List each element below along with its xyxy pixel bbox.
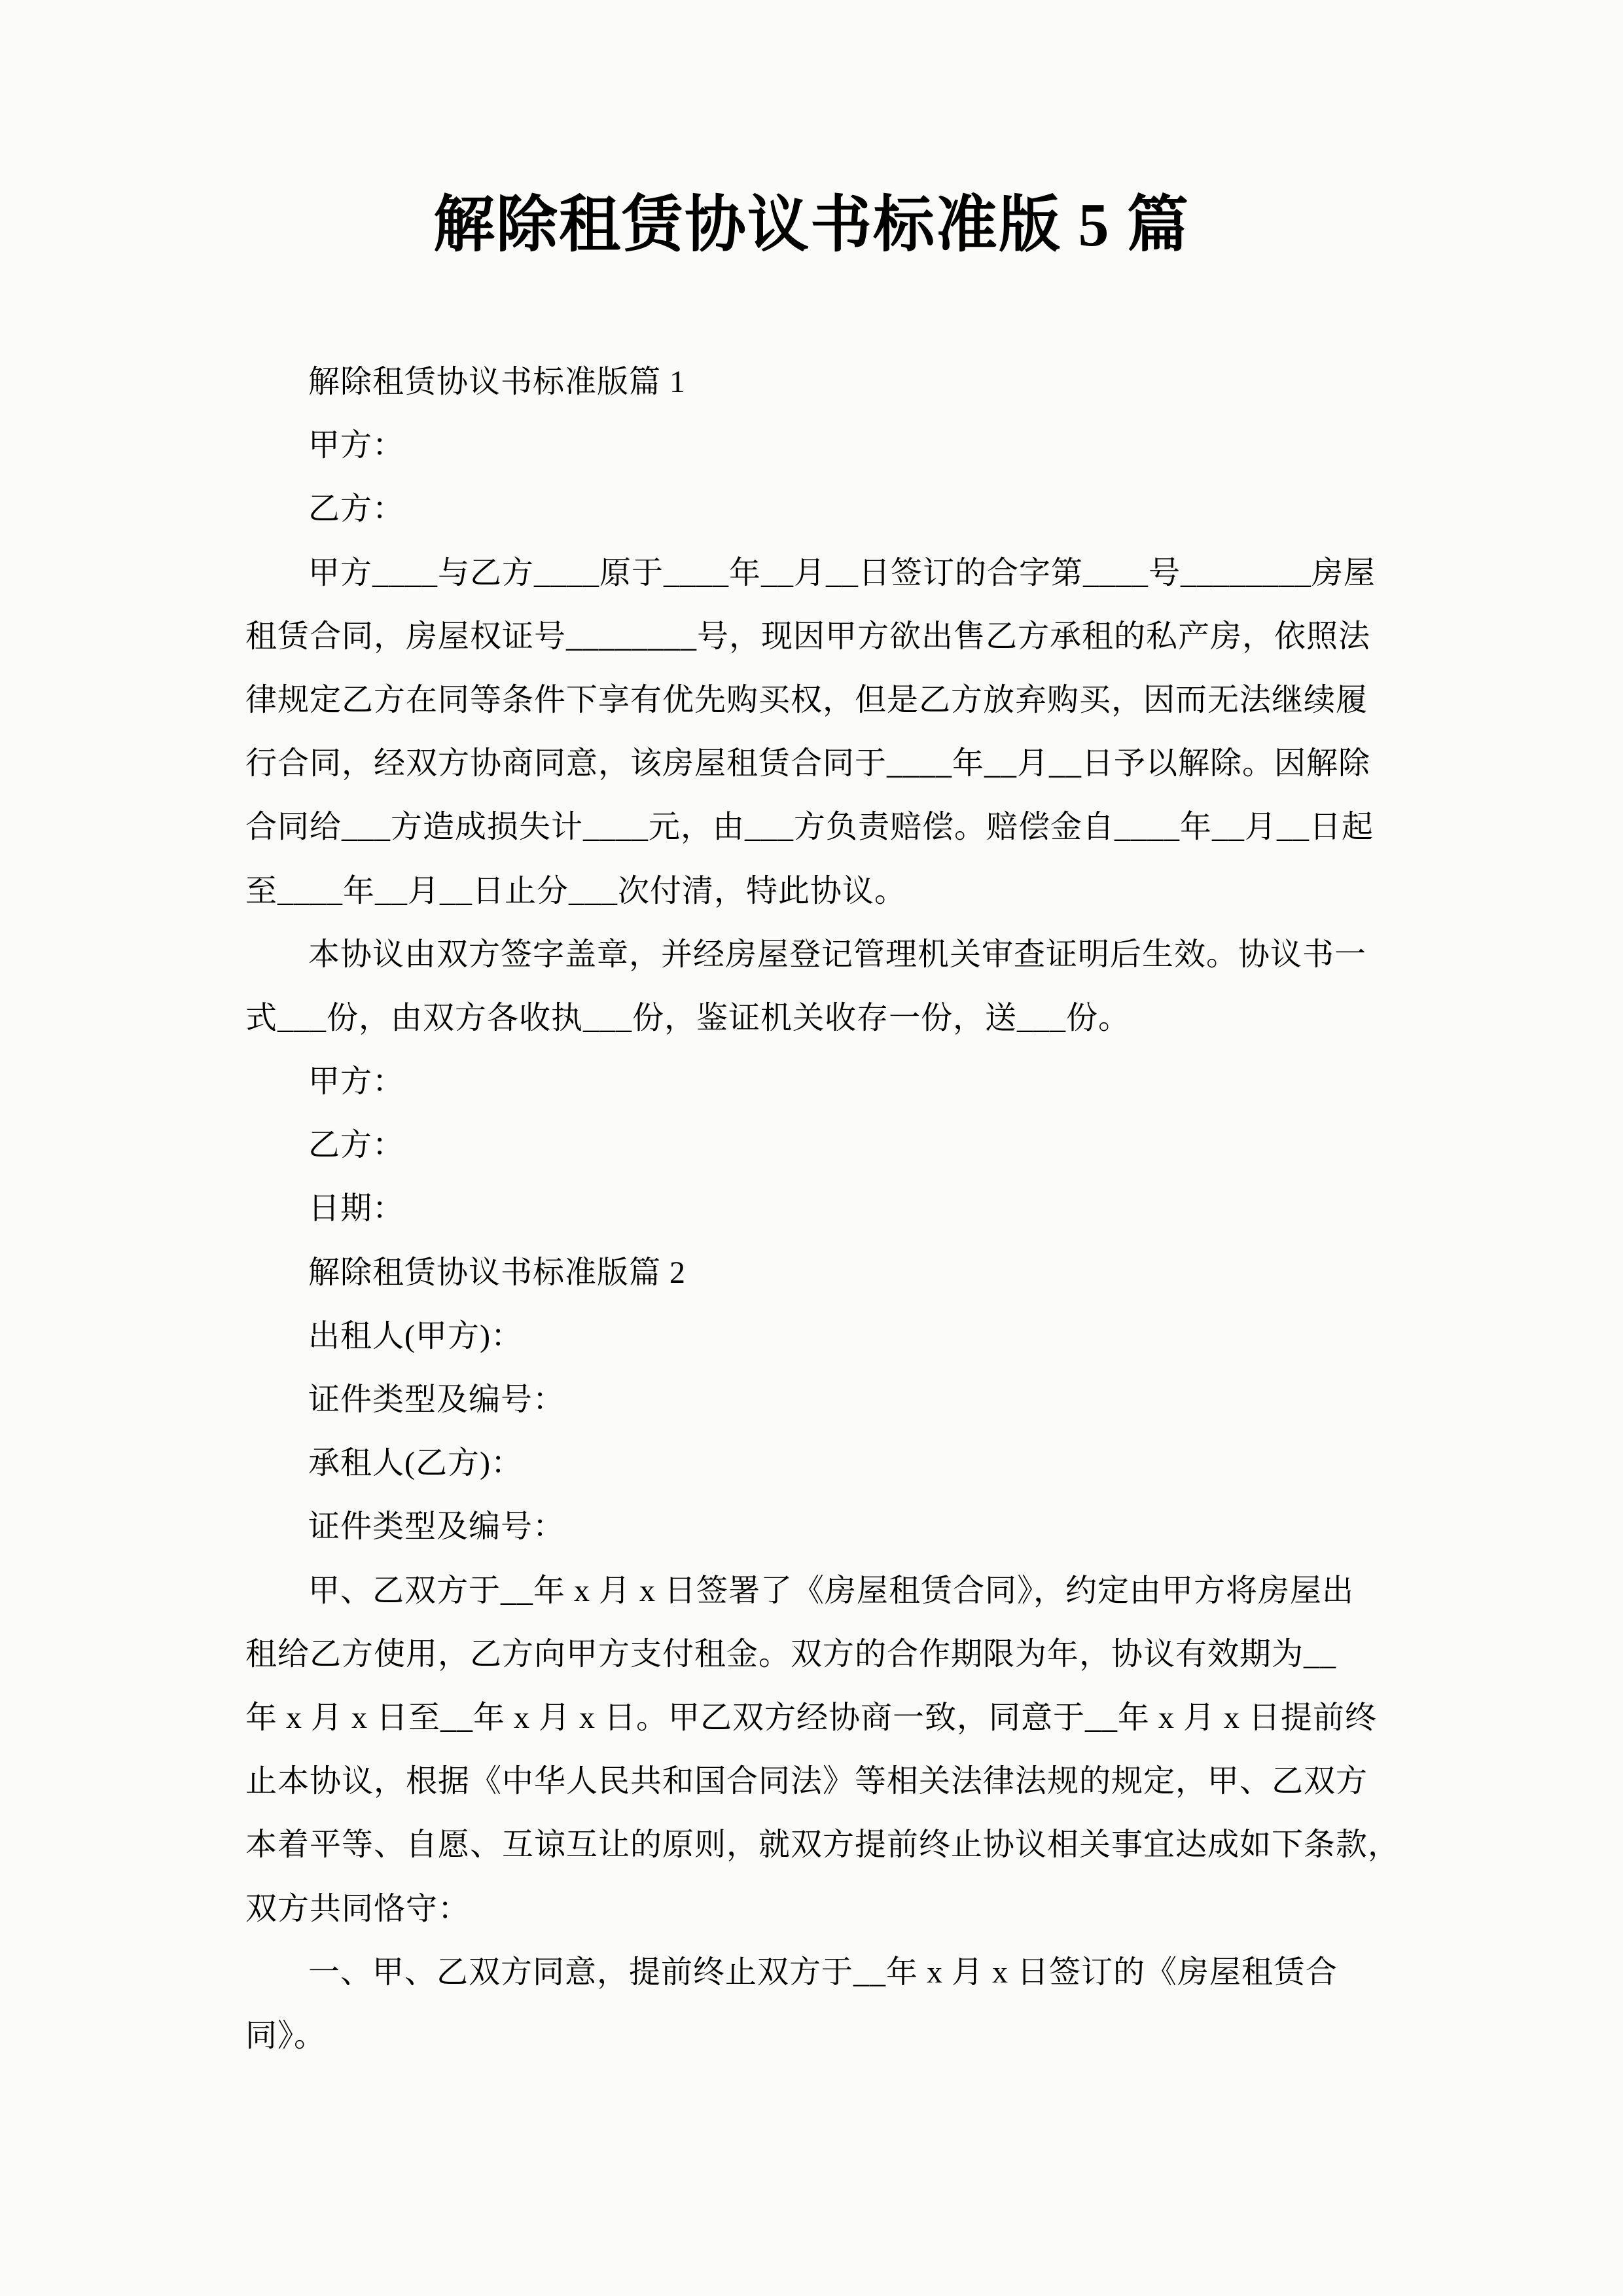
doc-line: 甲方： [308,1064,405,1100]
doc-line: 律规定乙方在同等条件下享有优先购买权，但是乙方放弃购买，因而无法继续履 [245,682,1368,717]
doc-line: 至____年__月__日止分___次付清，特此协议。 [245,873,907,908]
doc-line: 证件类型及编号： [308,1509,565,1545]
doc-line: 合同给___方造成损失计____元，由___方负责赔偿。赔偿金自____年__月__日起 [245,810,1374,845]
doc-line: 解除租赁协议书标准版篇 2 [308,1255,687,1290]
doc-line: 双方共同恪守： [245,1891,471,1926]
doc-line: 出租人(甲方)： [308,1318,523,1354]
doc-line: 本着平等、自愿、互谅互让的原则，就双方提前终止协议相关事宜达成如下条款， [245,1827,1400,1863]
doc-line: 乙方： [308,492,405,527]
doc-line: 一、甲、乙双方同意，提前终止双方于__年 x 月 x 日签订的《房屋租赁合 [308,1954,1338,1990]
doc-line: 同》。 [245,2018,327,2053]
doc-line: 租赁合同，房屋权证号________号，现因甲方欲出售乙方承租的私产房，依照法 [245,619,1371,654]
doc-line: 租给乙方使用，乙方向甲方支付租金。双方的合作期限为年，协议有效期为__ [245,1636,1337,1672]
doc-line: 式___份，由双方各收执___份，鉴证机关收存一份，送___份。 [245,1000,1131,1035]
doc-line: 日期： [308,1191,405,1227]
page-title: 解除租赁协议书标准版 5 篇 [433,191,1190,259]
doc-line: 本协议由双方签字盖章，并经房屋登记管理机关审查证明后生效。协议书一 [308,937,1367,972]
doc-line: 年 x 月 x 日至__年 x 月 x 日。甲乙双方经协商一致，同意于__年 x 月 x 日提前终 [245,1700,1378,1735]
doc-line: 甲、乙双方于__年 x 月 x 日签署了《房屋租赁合同》，约定由甲方将房屋出 [308,1573,1355,1608]
document-body [245,350,1400,2068]
doc-line: 止本协议，根据《中华人民共和国合同法》等相关法律法规的规定，甲、乙双方 [245,1764,1368,1799]
doc-line: 证件类型及编号： [308,1382,565,1417]
doc-line: 甲方： [308,428,405,463]
doc-line: 乙方： [308,1128,405,1163]
doc-line: 甲方____与乙方____原于____年__月__日签订的合字第____号________房屋 [308,555,1376,590]
doc-line: 解除租赁协议书标准版篇 1 [308,365,687,399]
doc-line: 行合同，经双方协商同意，该房屋租赁合同于____年__月__日予以解除。因解除 [245,746,1371,781]
doc-line: 承租人(乙方)： [308,1446,523,1481]
